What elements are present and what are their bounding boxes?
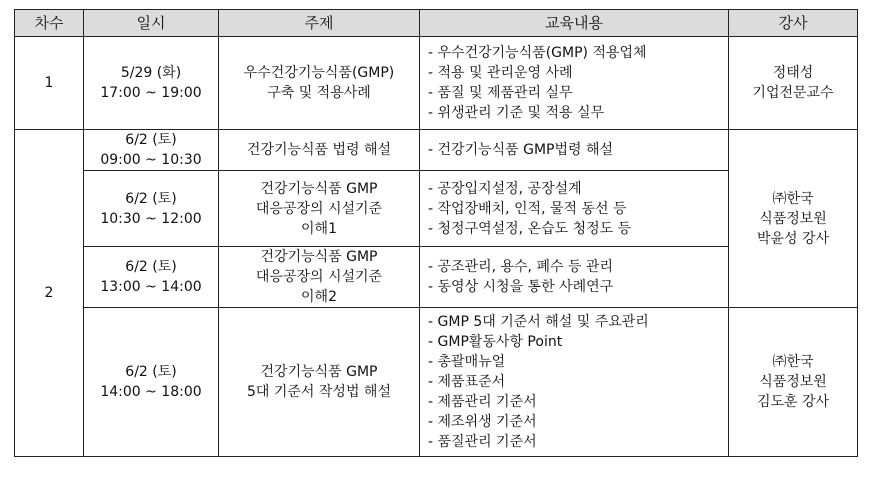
list-item: - 공조관리, 용수, 폐수 등 관리 [428,257,722,277]
content-cell [420,171,729,247]
topic-line: 이해1 [301,220,337,237]
topic-cell [219,37,420,130]
list-item: - 제품표준서 [428,372,722,392]
time-text: 14:00 ~ 18:00 [100,384,202,400]
topic-line: 대응공장의 시설기준 [255,200,383,217]
topic-line: 구축 및 적용사례 [267,85,371,101]
list-item: - 청정구역설정, 온습도 청정도 등 [428,219,722,239]
topic-line: 5대 기준서 작성법 해설 [247,384,391,400]
content-cell [420,308,729,457]
date-text: 5/29 (화) [120,65,182,81]
topic-cell [219,308,420,457]
date-text: 6/2 (토) [125,259,177,275]
content-list [426,140,722,160]
header-datetime: 일시 [84,10,219,37]
instructor-line: 식품정보원 [759,210,827,227]
instructor-line: 김도훈 강사 [756,394,830,410]
content-list [426,43,722,123]
date-text: 6/2 (토) [125,364,177,380]
round-cell: 2 [15,130,84,457]
content-cell [420,37,729,130]
topic-line: 이해2 [301,289,337,305]
time-text: 10:30 ~ 12:00 [100,210,202,227]
list-item: - 공장입지설정, 공장설계 [428,179,722,199]
datetime-cell [84,130,219,171]
list-item: - 동영상 시청을 통한 사례연구 [428,277,722,297]
header-row [15,10,858,37]
list-item: - 위생관리 기준 및 적용 실무 [428,103,722,123]
instructor-line: 정태성 [772,65,814,81]
topic-line: 대응공장의 시설기준 [255,269,383,285]
datetime-cell [84,247,219,308]
content-list [426,257,722,297]
header-instructor: 강사 [729,10,858,37]
topic-line: 건강기능식품 GMP [260,249,378,265]
topic-line: 건강기능식품 GMP [260,364,378,380]
instructor-line: 박윤성 강사 [756,230,830,247]
list-item: - 우수건강기능식품(GMP) 적용업체 [428,43,722,63]
instructor-line: 기업전문교수 [752,85,834,101]
content-cell [420,247,729,308]
datetime-cell [84,171,219,247]
content-list [426,179,722,239]
topic-cell [219,130,420,171]
header-round: 차수 [15,10,84,37]
time-text: 09:00 ~ 10:30 [100,152,202,168]
list-item: - 제조위생 기준서 [428,412,722,432]
topic-line: 건강기능식품 GMP [260,180,378,197]
table-row [15,130,858,171]
list-item: - 품질관리 기준서 [428,432,722,452]
topic-line: 우수건강기능식품(GMP) [243,65,395,81]
list-item: - 적용 및 관리운영 사례 [428,63,722,83]
header-topic: 주제 [219,10,420,37]
instructor-cell [729,130,858,308]
instructor-cell [729,308,858,457]
content-list [426,312,722,452]
datetime-cell [84,308,219,457]
list-item: - GMP활동사항 Point [428,332,722,352]
table-row [15,308,858,457]
header-content: 교육내용 [420,10,729,37]
topic-cell [219,247,420,308]
content-cell [420,130,729,171]
datetime-cell [84,37,219,130]
list-item: - GMP 5대 기준서 해설 및 주요관리 [428,312,722,332]
training-schedule-table [14,9,858,457]
instructor-line: 식품정보원 [759,374,827,390]
time-text: 13:00 ~ 14:00 [100,279,202,295]
instructor-line: ㈜한국 [772,354,814,370]
instructor-line: ㈜한국 [772,190,814,207]
date-text: 6/2 (토) [125,132,177,148]
list-item: - 제품관리 기준서 [428,392,722,412]
time-text: 17:00 ~ 19:00 [100,85,202,101]
list-item: - 작업장배치, 인적, 물적 동선 등 [428,199,722,219]
topic-cell [219,171,420,247]
date-text: 6/2 (토) [125,190,177,207]
list-item: - 품질 및 제품관리 실무 [428,83,722,103]
table-row [15,37,858,130]
instructor-cell [729,37,858,130]
round-cell: 1 [15,37,84,130]
list-item: - 총괄매뉴얼 [428,352,722,372]
topic-line: 건강기능식품 법령 해설 [246,142,392,158]
list-item: - 건강기능식품 GMP법령 해설 [428,140,722,160]
